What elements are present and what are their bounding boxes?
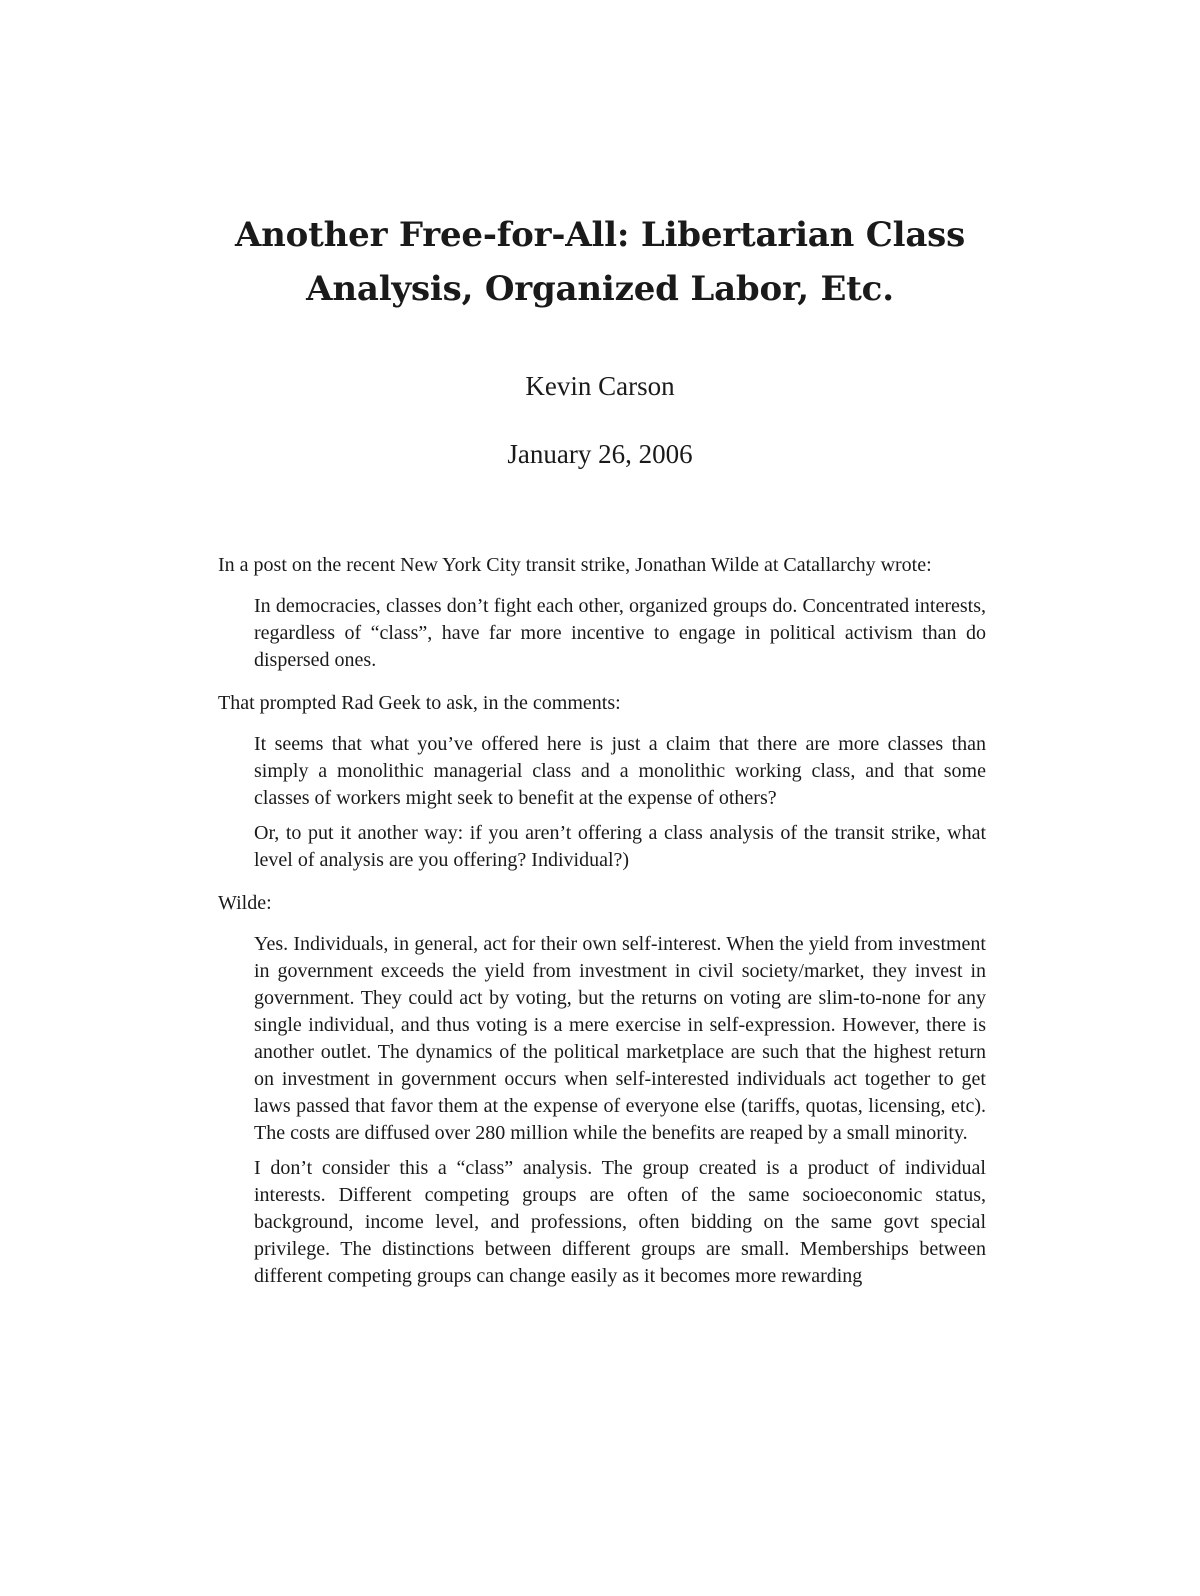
quote-paragraph: In democracies, classes don’t fight each other, organized groups do. Concentrated interests, regardless of “class”, have far more incentive to engage in political activism than do dispersed ones. (254, 595, 986, 671)
quote-paragraph: I don’t consider this a “class” analysis. The group created is a product of individual interests. Different competing groups are often of the same socioeconomic status, background, income level, and professions, often bidding on the same govt special privilege. The distinctions between different groups are small. Memberships between different competing groups can change easily as it becomes more rewarding (254, 1157, 986, 1287)
quote-rad-geek (254, 731, 986, 874)
paragraph-rad-geek: That prompted Rad Geek to ask, in the comments: (218, 692, 621, 714)
article-body (218, 552, 986, 1306)
quote-paragraph: Or, to put it another way: if you aren’t offering a class analysis of the transit strike, what level of analysis are you offering? Individual?) (254, 822, 986, 871)
paragraph-wilde: Wilde: (218, 892, 272, 914)
author-name: Kevin Carson (525, 371, 675, 401)
title-line-1: Another Free-for-All: Libertarian Class (234, 215, 966, 255)
quote-wilde-2 (254, 931, 986, 1290)
quote-paragraph: It seems that what you’ve offered here is just a claim that there are more classes than simply a monolithic managerial class and a monolithic working class, and that some classes of workers might seek to benefit at the expense of others? (254, 733, 986, 809)
document-title (200, 208, 1000, 316)
quote-wilde-1 (254, 593, 986, 674)
publication-date: January 26, 2006 (507, 439, 693, 469)
title-line-2: Analysis, Organized Labor, Etc. (306, 269, 894, 309)
quote-paragraph: Yes. Individuals, in general, act for their own self-interest. When the yield from investment in government exceeds the yield from investment in civil society/market, they invest in government. They could act by voting, but the returns on voting are slim-to-none for any single individual, and thus voting is a mere exercise in self-expression. However, there is another outlet. The dynamics of the political marketplace are such that the highest return on investment in government occurs when self-interested individuals act together to get laws passed that favor them at the expense of everyone else (tariffs, quotas, licensing, etc). The costs are diffused over 280 million while the benefits are reaped by a small minority. (254, 933, 986, 1144)
paragraph-intro: In a post on the recent New York City transit strike, Jonathan Wilde at Catallarchy wrote: (218, 554, 932, 576)
